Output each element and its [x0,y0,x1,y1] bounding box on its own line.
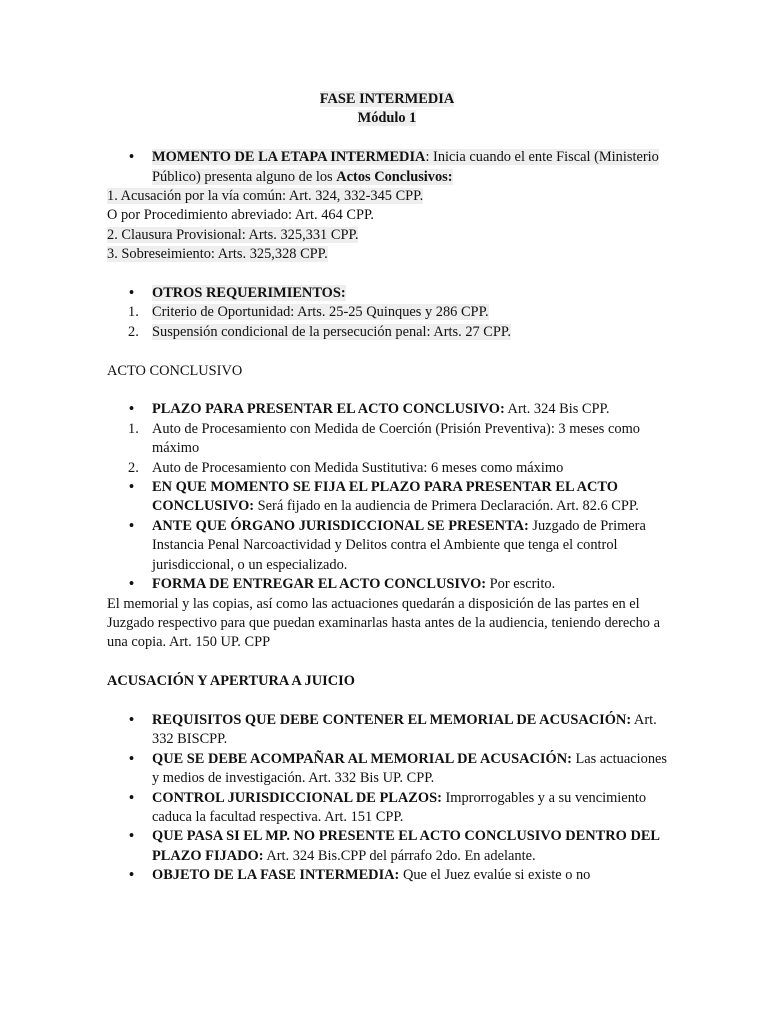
list-item: • QUE PASA SI EL MP. NO PRESENTE EL ACTO CONCLUSIVO DENTRO DEL PLAZO FIJADO: Art. 324 Bis.CPP del párrafo 2do. En adelante. [107,827,667,866]
otros-heading: OTROS REQUERIMIENTOS: [152,285,346,302]
actos-conclusivos-label: Actos Conclusivos: [336,168,453,185]
memorial-paragraph: El memorial y las copias, así como las actuaciones quedarán a disposición de las partes en el Juzgado respectivo para que puedan examinarlas hasta antes de la audiencia, teniendo derecho a una copia. Art. 150 UP. CPP [107,595,660,651]
acto-conclusivo-heading: ACTO CONCLUSIVO [107,362,243,379]
acto-line: 3. Sobreseimiento: Arts. 325,328 CPP. [107,246,328,263]
list-item: 2. Auto de Procesamiento con Medida Sustitutiva: 6 meses como máximo [128,459,564,476]
list-item: • EN QUE MOMENTO SE FIJA EL PLAZO PARA PRESENTAR EL ACTO CONCLUSIVO: Será fijado en la audiencia de Primera Declaración. Art. 82.6 CPP. [107,478,667,517]
list-item: • FORMA DE ENTREGAR EL ACTO CONCLUSIVO: Por escrito. [107,575,667,594]
list-item: • QUE SE DEBE ACOMPAÑAR AL MEMORIAL DE ACUSACIÓN: Las actuaciones y medios de investigación. Art. 332 Bis UP. CPP. [107,750,667,789]
momento-list [107,148,667,187]
list-item [107,284,667,303]
document-body [107,90,667,886]
acto-line: 1. Acusación por la vía común: Art. 324, 332-345 CPP. [107,188,424,205]
otros-list [107,284,667,303]
list-item: 2. Suspensión condicional de la persecución penal: Arts. 27 CPP. [128,323,511,340]
list-item: • OBJETO DE LA FASE INTERMEDIA: Que el Juez evalúe si existe o no [107,866,667,885]
momento-text: : Inicia cuando el ente Fiscal (Ministerio Público) presenta alguno de los [152,149,659,185]
acusacion-heading: ACUSACIÓN Y APERTURA A JUICIO [107,673,355,690]
list-item: 1. Criterio de Oportunidad: Arts. 25-25 Quinques y 286 CPP. [128,304,489,321]
acto-list-continued [107,478,667,594]
acto-list [107,400,667,419]
otros-numbered-list [107,303,667,342]
acto-line: O por Procedimiento abreviado: Art. 464 CPP. [107,207,374,224]
acusacion-list [107,711,667,886]
document-title: FASE INTERMEDIA [319,91,455,107]
document-title-block [107,90,667,129]
document-subtitle: Módulo 1 [357,110,417,127]
list-item: • REQUISITOS QUE DEBE CONTENER EL MEMORIAL DE ACUSACIÓN: Art. 332 BISCPP. [107,711,667,750]
acto-line: 2. Clausura Provisional: Arts. 325,331 CPP. [107,226,359,243]
list-item: 1. Auto de Procesamiento con Medida de Coerción (Prisión Preventiva): 3 meses como máximo [128,420,640,457]
list-item [107,148,667,187]
list-item: • CONTROL JURISDICCIONAL DE PLAZOS: Improrrogables y a su vencimiento caduca la facultad respectiva. Art. 151 CPP. [107,789,667,828]
acto-numbered-list [107,420,667,478]
list-item: • PLAZO PARA PRESENTAR EL ACTO CONCLUSIVO: Art. 324 Bis CPP. [107,400,667,419]
list-item: • ANTE QUE ÓRGANO JURISDICCIONAL SE PRESENTA: Juzgado de Primera Instancia Penal Narcoactividad y Delitos contra el Ambiente que tenga el control jurisdiccional, o un especializado. [107,517,667,575]
momento-heading: MOMENTO DE LA ETAPA INTERMEDIA [152,149,426,166]
